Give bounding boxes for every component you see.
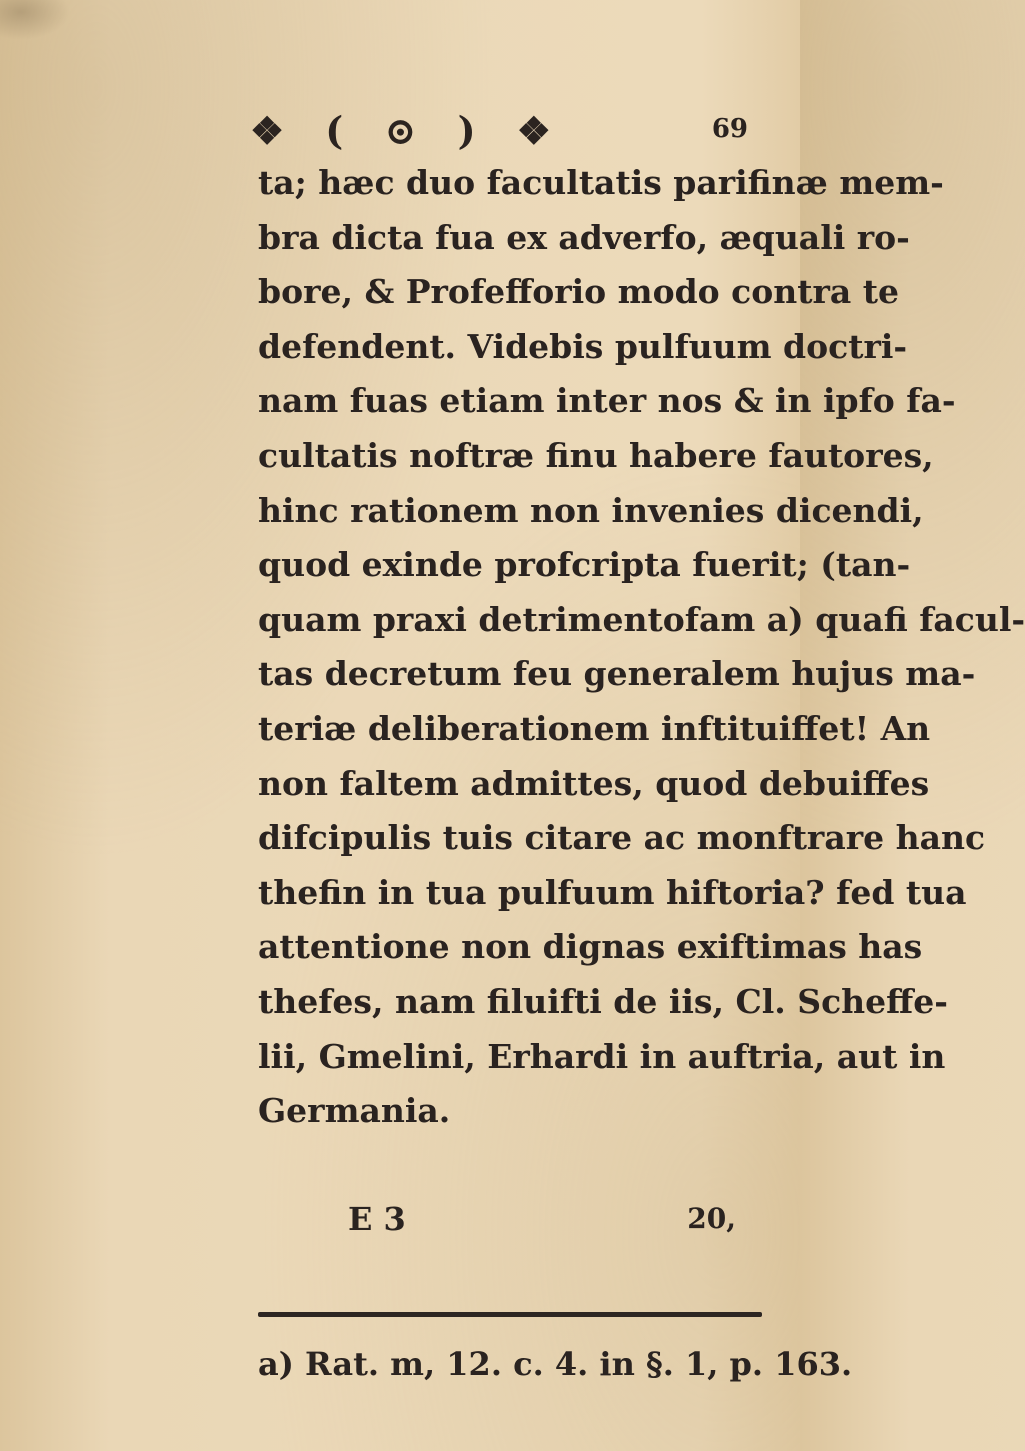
page-number: 69 (711, 114, 748, 144)
signature-row (258, 1200, 758, 1250)
text-line: bra dicta fua ex adverfo, æquali ro- (258, 217, 910, 257)
text-line: cultatis noftræ finu habere fautores, (258, 435, 934, 475)
text-line: hinc rationem non invenies dicendi, (258, 490, 924, 530)
text-line: tas decretum feu generalem hujus ma- (258, 654, 976, 694)
text-line: difcipulis tuis citare ac monftrare hanc (258, 818, 986, 858)
text-line: thefes, nam filuifti de iis, Cl. Scheffe- (258, 981, 948, 1021)
signature-mark: E 3 (348, 1200, 406, 1238)
text-line: ta; hæc duo facultatis parifinæ mem- (258, 163, 944, 202)
text-line: teriæ deliberationem inftituiffet! An (258, 708, 931, 748)
text-line: bore, & Profefforio modo contra te (258, 272, 899, 312)
body-text (258, 156, 1025, 1139)
page-header (250, 108, 770, 156)
text-line: defendent. Videbis pulfuum doctri- (258, 326, 908, 366)
footnote-rule (258, 1312, 762, 1317)
text-line: quod exinde profcripta fuerit; (tan- (258, 545, 911, 585)
text-line: lii, Gmelini, Erhardi in auftria, aut in (258, 1036, 946, 1076)
footnote: a) Rat. m, 12. c. 4. in §. 1, p. 163. (258, 1345, 853, 1383)
header-ornament: ❖ ( ⊙ ) ❖ (250, 108, 565, 153)
text-line: quam praxi detrimentofam a) quafi facul- (258, 599, 1025, 639)
page-stain (0, 0, 70, 40)
text-line: Germania. (258, 1091, 451, 1131)
text-line: thefin in tua pulfuum hiftoria? fed tua (258, 872, 967, 912)
text-line: attentione non dignas exiftimas has (258, 927, 923, 967)
text-line: non faltem admittes, quod debuiffes (258, 763, 930, 803)
text-line: nam fuas etiam inter nos & in ipfo fa- (258, 381, 956, 421)
catchword: 20, (687, 1202, 736, 1235)
